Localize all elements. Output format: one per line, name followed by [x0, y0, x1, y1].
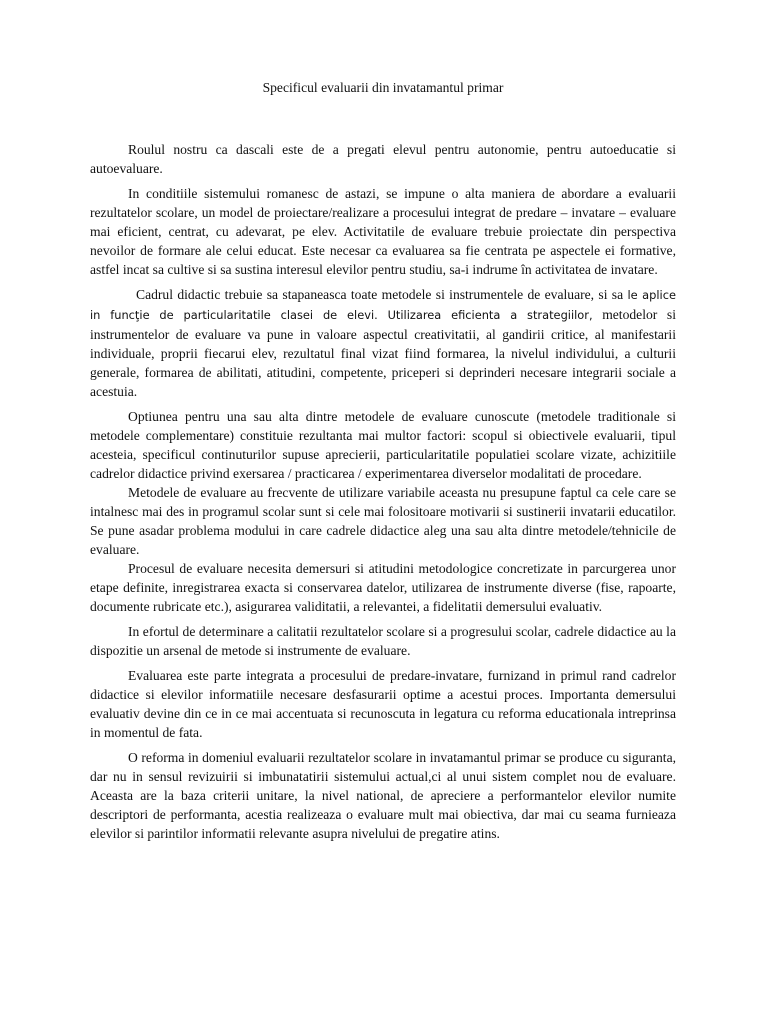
paragraph-metodele: Metodele de evaluare au frecvente de utilizare variabile aceasta nu presupune faptul ca cele care se intalnesc mai des in programul scolar sunt si cele mai folositoare motivarii si sustinerii invatarii educatilor. Se pune asadar problema modului in care cadrele didactice aleg una sau alta dintre metodele/tehnicile de evaluare. [90, 485, 676, 557]
document-page [90, 78, 676, 843]
paragraph-cadrul [90, 285, 676, 401]
paragraph-procesul: Procesul de evaluare necesita demersuri si atitudini metodologice concretizate in parcurgerea unor etape definite, inregistrarea exacta si conservarea datelor, utilizarea de instrumente diverse (fise, rapoarte, documente rubricate etc.), asigurarea validitatii, a relevantei, a fidelitatii demersului evaluativ. [90, 561, 676, 614]
paragraph-rolul: Roulul nostru ca dascali este de a pregati elevul pentru autonomie, pentru autoeducatie si autoevaluare. [90, 142, 676, 176]
paragraph-cadrul-part1: Cadrul didactic trebuie sa stapaneasca toate metodele si instrumentele de evaluare, si sa [136, 287, 628, 302]
document-title: Specificul evaluarii din invatamantul primar [262, 80, 504, 95]
paragraph-optiunea: Optiunea pentru una sau alta dintre metodele de evaluare cunoscute (metodele traditionale si metodele complementare) constituie rezultanta mai multor factori: scopul si obiectivele evaluarii, tipul acesteia, specificul continuturilor supuse aprecierii, particularitatile populatiei scolare vizate, achizitiile cadrelor didactice privind exersarea / practicarea / experimentarea diverselor modalitati de procedare. [90, 409, 676, 481]
paragraph-cadrul-part2: le aplice in funcţie de particularitatile clasei de elevi. Utilizarea eficienta a strategiilor, [90, 288, 676, 322]
paragraph-reforma: O reforma in domeniul evaluarii rezultatelor scolare in invatamantul primar se produce cu siguranta, dar nu in sensul revizuirii si imbunatatirii sistemului actual,ci al unui sistem complet nou de evaluare. Aceasta are la baza criterii unitare, la nivel national, de apreciere a performantelor elevilor numite descriptori de performanta, acestia realizeaza o evaluare mult mai obiectiva, dar mai cu seama furnieaza elevilor si parintilor informatii relevante asupra nivelului de pregatire atins. [90, 750, 676, 841]
paragraph-cadrul-part3: metodelor si instrumentelor de evaluare va pune in valoare aspectul creativitatii, al gandirii critice, al manifestarii individuale, proprii fiecarui elev, rezultatul final vizat fiind formarea, la nivelul individului, a culturii generale, formarea de abilitati, atitudini, competente, priceperi si deprinderi necesare integrarii sociale a acestuia. [90, 307, 676, 399]
paragraph-evaluarea: Evaluarea este parte integrata a procesului de predare-invatare, furnizand in primul rand cadrelor didactice si elevilor informatiile necesare desfasurarii optime a acestui proces. Importanta demersului evaluativ devine din ce in ce mai accentuata si recunoscuta in legatura cu reforma educationala intreprinsa in momentul de fata. [90, 668, 676, 740]
paragraph-conditii: In conditiile sistemului romanesc de astazi, se impune o alta maniera de abordare a evaluarii rezultatelor scolare, un model de proiectare/realizare a procesului integrat de predare – invatare – evaluare mai eficient, centrat, cu adevarat, pe elev. Activitatile de evaluare trebuie proiectate din perspectiva nevoilor de formare ale celui educat. Este necesar ca evaluarea sa fie centrata pe aspectele ei formative, astfel incat sa cultive si sa sustina interesul elevilor pentru studiu, sa-i indrume în activitatea de invatare. [90, 186, 676, 277]
paragraph-efortul: In efortul de determinare a calitatii rezultatelor scolare si a progresului scolar, cadrele didactice au la dispozitie un arsenal de metode si instrumente de evaluare. [90, 624, 676, 658]
